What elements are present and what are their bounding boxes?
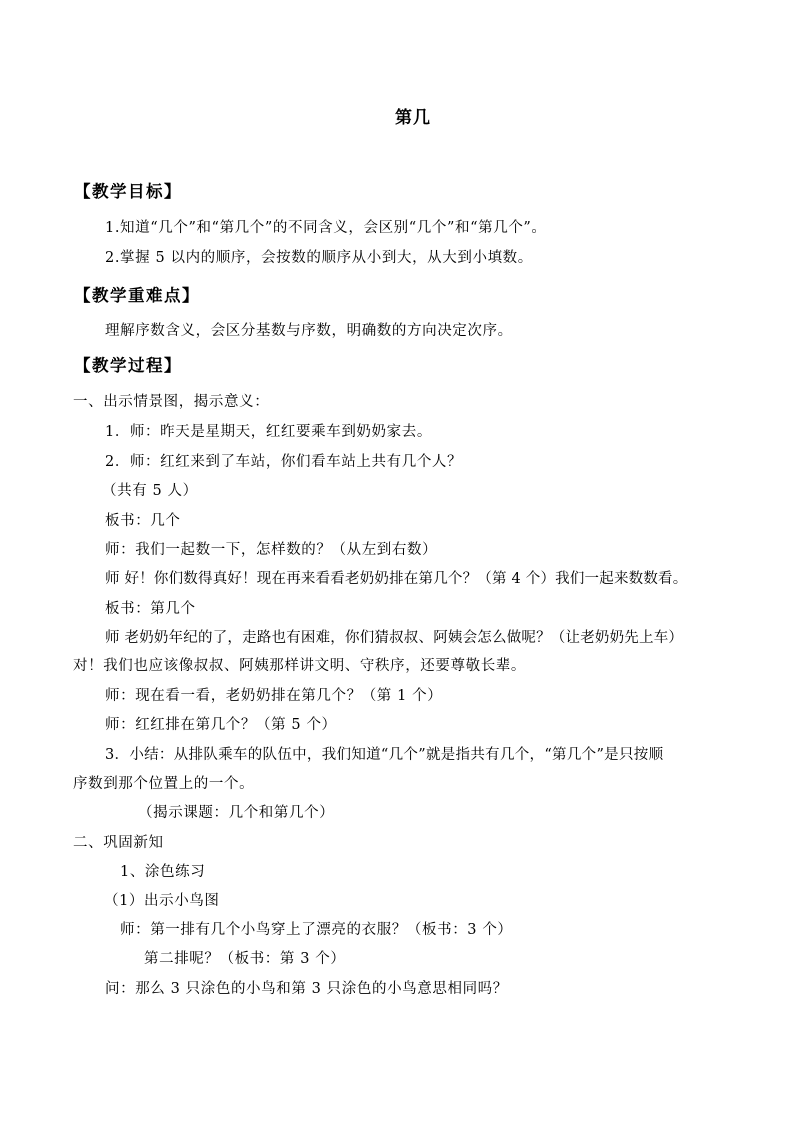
goal-item-1: 1.知道“几个”和“第几个”的不同含义，会区别“几个”和“第几个”。 (105, 220, 547, 236)
page-title: 第几 (395, 108, 431, 128)
section2-title: 二、巩固新知 (73, 835, 164, 851)
section1-line: 师：现在看一看，老奶奶排在第几个？（第 1 个） (105, 688, 443, 704)
section1-line: 序数到那个位置上的一个。 (73, 776, 255, 792)
section1-line: 师 好！你们数得真好！现在再来看看老奶奶排在第几个？（第 4 个）我们一起来数数看。 (105, 571, 688, 587)
section1-title: 一、出示情景图，揭示意义： (73, 394, 270, 410)
section1-line: 师：红红排在第几个？（第 5 个） (105, 717, 337, 733)
section2-line: 问：那么 3 只涂色的小鸟和第 3 只涂色的小鸟意思相同吗？ (105, 981, 508, 997)
keypoints-heading: 【教学重难点】 (74, 286, 200, 305)
section1-line: 师 老奶奶年纪的了，走路也有困难，你们猜叔叔、阿姨会怎么做呢？（让老奶奶先上车） (105, 630, 684, 646)
section2-line: （1）出示小鸟图 (104, 893, 220, 909)
section1-line: 师：我们一起数一下，怎样数的？（从左到右数） (105, 542, 438, 558)
section2-line: 第二排呢？（板书：第 3 个） (144, 951, 346, 967)
section2-line: 1、涂色练习 (120, 864, 206, 880)
process-heading: 【教学过程】 (74, 356, 182, 375)
keypoints-text: 理解序数含义，会区分基数与序数，明确数的方向决定次序。 (105, 323, 513, 339)
section1-line: （共有 5 人） (102, 483, 198, 499)
section1-line: 2．师：红红来到了车站，你们看车站上共有几个人？ (105, 454, 463, 470)
section1-line: 1．师：昨天是星期天，红红要乘车到奶奶家去。 (105, 424, 432, 440)
section1-line: 3．小结：从排队乘车的队伍中，我们知道“几个”就是指共有几个，“第几个”是只按顺 (105, 747, 664, 763)
goals-heading: 【教学目标】 (74, 182, 182, 201)
goal-item-2: 2.掌握 5 以内的顺序，会按数的顺序从小到大，从大到小填数。 (105, 250, 533, 266)
section2-line: 师：第一排有几个小鸟穿上了漂亮的衣服？（板书：3 个） (120, 922, 513, 938)
section1-line: 板书：几个 (105, 513, 181, 529)
section1-line: （揭示课题：几个和第几个） (138, 805, 335, 821)
section1-line: 对！我们也应该像叔叔、阿姨那样讲文明、守秩序，还要尊敬长辈。 (73, 658, 526, 674)
section1-line: 板书：第几个 (105, 601, 196, 617)
